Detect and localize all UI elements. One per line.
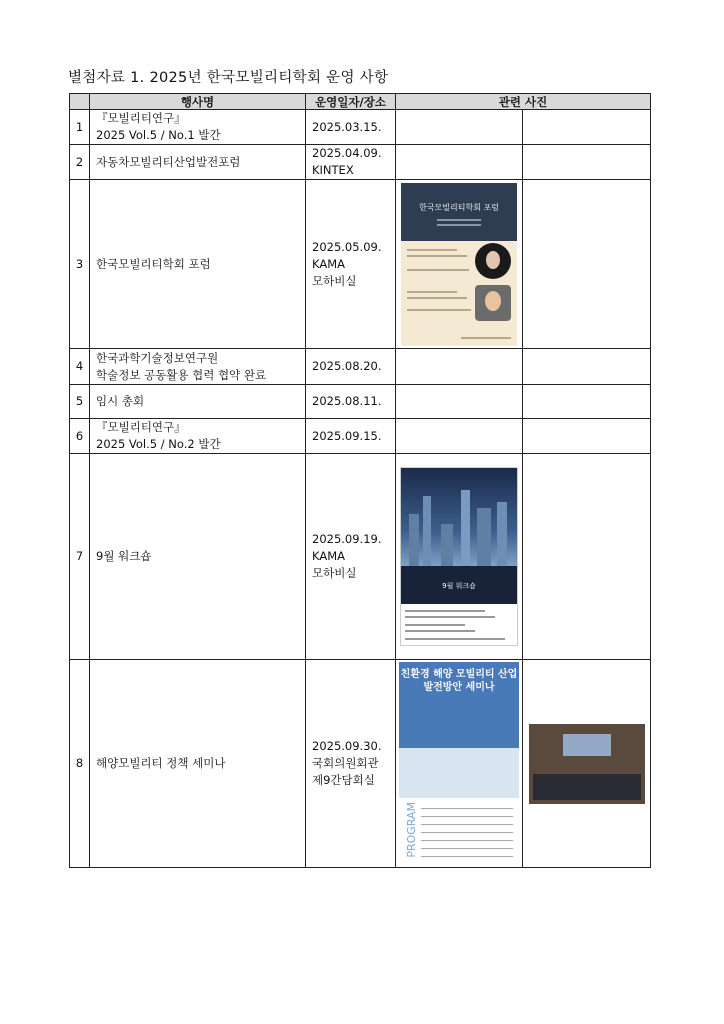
event-name-line: 한국과학기술정보연구원 [96, 350, 219, 365]
photo-cell [396, 145, 523, 180]
row-number: 8 [70, 660, 90, 868]
row-number: 5 [70, 385, 90, 419]
header-date: 운영일자/장소 [306, 94, 396, 110]
document-title: 별첨자료 1. 2025년 한국모빌리티학회 운영 사항 [68, 70, 389, 86]
row-number: 6 [70, 419, 90, 454]
event-name-line: 『모빌리티연구』 [96, 420, 186, 434]
event-date-line: 2025.08.20. [312, 359, 382, 373]
event-date-line: 2025.04.09. [312, 146, 382, 160]
event-date-line: KAMA [312, 256, 345, 271]
speaker-photo [475, 285, 511, 321]
workshop-poster-image [400, 467, 518, 646]
event-name-line: 해양모빌리티 정책 세미나 [96, 756, 226, 770]
photo-cell [396, 180, 523, 349]
event-name-line: 『모빌리티연구』 [96, 111, 186, 125]
row-number: 7 [70, 454, 90, 660]
event-name-line: 한국모빌리티학회 포럼 [96, 256, 211, 271]
event-name [90, 145, 306, 180]
event-date [306, 660, 396, 868]
event-name [90, 419, 306, 454]
event-name [90, 385, 306, 419]
table-header-row [70, 94, 651, 110]
row-number: 3 [70, 180, 90, 349]
event-date-line: 2025.09.30. [312, 739, 382, 753]
event-date-line: 모하비실 [312, 566, 357, 580]
event-date-line: 모하비실 [312, 273, 357, 288]
event-name-line: 학술정보 공동활용 협력 협약 완료 [96, 367, 267, 382]
speaker-photo [475, 243, 511, 279]
row-number: 4 [70, 349, 90, 385]
event-name-line: 9월 워크숍 [96, 549, 152, 563]
photo-cell [523, 180, 651, 349]
event-date-line: 2025.08.11. [312, 394, 382, 408]
event-date-line: 2025.09.19. [312, 532, 382, 546]
row-number: 2 [70, 145, 90, 180]
table-row [70, 110, 651, 145]
photo-cell [523, 145, 651, 180]
event-name [90, 180, 306, 349]
event-date-line: 2025.09.15. [312, 428, 382, 443]
photo-cell [396, 349, 523, 385]
photo-cell [396, 419, 523, 454]
table-row [70, 454, 651, 660]
event-table [69, 93, 651, 868]
event-date-line: 국회의원회관 [312, 756, 379, 770]
header-photo: 관련 사진 [396, 94, 651, 110]
table-row [70, 145, 651, 180]
seminar-poster-program-label: PROGRAM [405, 802, 418, 858]
photo-cell [523, 110, 651, 145]
event-date-line: KINTEX [312, 163, 354, 177]
event-date [306, 145, 396, 180]
photo-cell [396, 110, 523, 145]
event-date [306, 180, 396, 349]
seminar-poster-title: 친환경 해양 모빌리티 산업발전방안 세미나 [400, 669, 518, 693]
table-row [70, 419, 651, 454]
event-name [90, 660, 306, 868]
table-row [70, 385, 651, 419]
photo-cell [523, 660, 651, 868]
event-date [306, 419, 396, 454]
table-row [70, 349, 651, 385]
event-name-line: 2025 Vol.5 / No.2 발간 [96, 437, 221, 451]
event-date [306, 454, 396, 660]
event-name-line: 자동차모빌리티산업발전포럼 [96, 154, 241, 169]
table-row [70, 180, 651, 349]
event-name [90, 454, 306, 660]
forum-poster-title: 한국모빌리티학회 포럼 [419, 202, 499, 212]
photo-cell [523, 349, 651, 385]
photo-cell [396, 660, 523, 868]
event-date [306, 349, 396, 385]
row-number: 1 [70, 110, 90, 145]
photo-cell [396, 454, 523, 660]
workshop-poster-title: 9월 워크숍 [442, 582, 476, 590]
forum-poster-image [401, 183, 517, 346]
event-name [90, 349, 306, 385]
event-date [306, 110, 396, 145]
event-name-line: 2025 Vol.5 / No.1 발간 [96, 128, 221, 142]
event-date-line: 2025.03.15. [312, 119, 382, 134]
seminar-group-photo [529, 724, 645, 804]
photo-cell [523, 385, 651, 419]
seminar-poster-image [399, 662, 519, 865]
photo-cell [523, 454, 651, 660]
event-name-line: 임시 총회 [96, 394, 145, 408]
event-date-line: 제9간담회실 [312, 773, 375, 787]
event-date-line: KAMA [312, 549, 345, 563]
event-date-line: 2025.05.09. [312, 239, 382, 254]
event-date [306, 385, 396, 419]
event-name [90, 110, 306, 145]
photo-cell [396, 385, 523, 419]
table-row [70, 660, 651, 868]
photo-cell [523, 419, 651, 454]
header-event: 행사명 [90, 94, 306, 110]
